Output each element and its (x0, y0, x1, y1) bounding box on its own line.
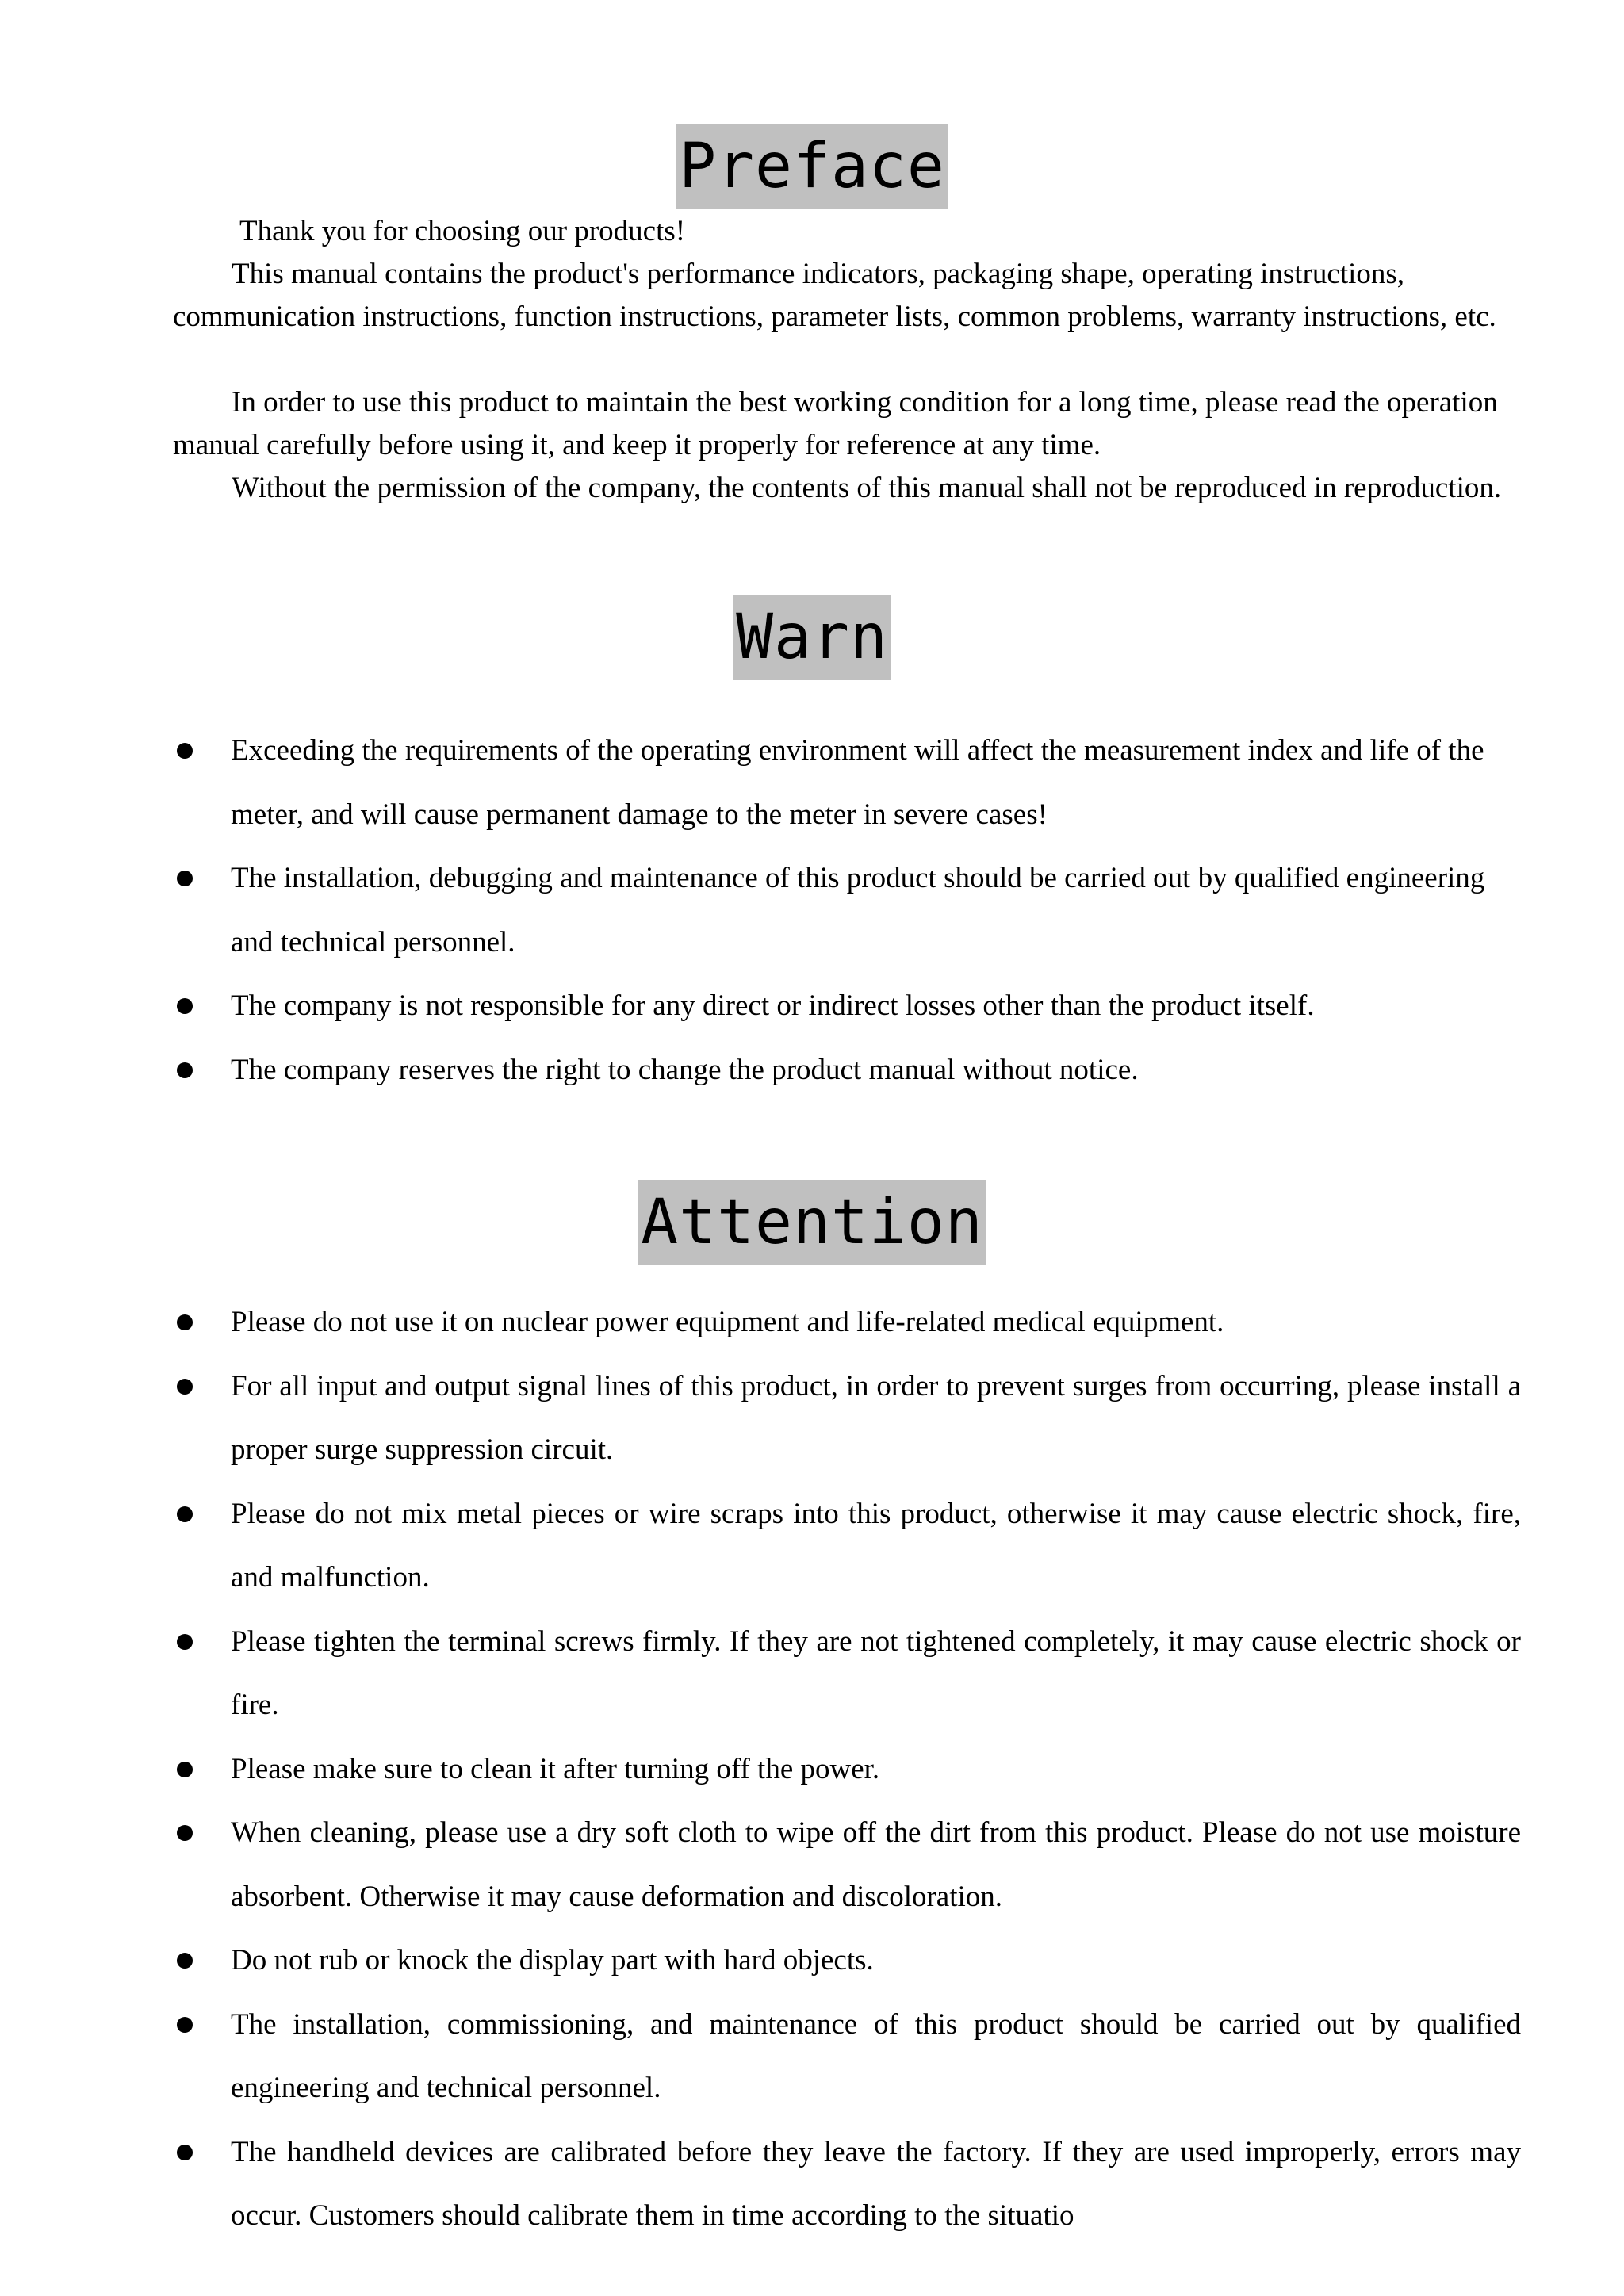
bullet-icon (177, 2017, 193, 2033)
attention-list-item: The handheld devices are calibrated before they leave the factory. If they are used improperly, errors may occur. Customers should calibrate them in time according to the situatio (173, 2121, 1521, 2248)
preface-paragraph: In order to use this product to maintain the best working condition for a long time, please read the operation manual carefully before using it, and keep it properly for reference at any time. (173, 386, 1498, 461)
bullet-icon (177, 1634, 193, 1650)
preface-paragraph: Thank you for choosing our products! (239, 215, 686, 247)
attention-heading: Attention (638, 1180, 986, 1265)
bullet-icon (177, 1506, 193, 1522)
bullet-icon (177, 998, 193, 1014)
preface-paragraph: Without the permission of the company, the contents of this manual shall not be reproduced in reproduction. (232, 472, 1502, 504)
attention-list-item: The installation, commissioning, and maintenance of this product should be carried out by qualified engineering and technical personnel. (173, 1993, 1521, 2121)
warn-list-item: The company is not responsible for any direct or indirect losses other than the product itself. (173, 974, 1521, 1039)
warn-list-item: The company reserves the right to change the product manual without notice. (173, 1039, 1521, 1103)
bullet-icon (177, 1379, 193, 1395)
warn-heading-wrap (0, 595, 1624, 680)
bullet-icon (177, 871, 193, 886)
attention-heading-wrap (0, 1180, 1624, 1265)
attention-list-item: Please tighten the terminal screws firmly. If they are not tightened completely, it may cause electric shock or fire. (173, 1610, 1521, 1738)
warn-heading: Warn (733, 595, 891, 680)
bullet-icon (177, 1953, 193, 1969)
bullet-icon (177, 1314, 193, 1330)
warn-list (173, 719, 1521, 1102)
attention-list-item: Please make sure to clean it after turning off the power. (173, 1738, 1521, 1802)
preface-heading: Preface (676, 124, 948, 209)
bullet-icon (177, 1825, 193, 1841)
bullet-icon (177, 2145, 193, 2160)
attention-list-item: For all input and output signal lines of this product, in order to prevent surges from occurring, please install a proper surge suppression circuit. (173, 1355, 1521, 1483)
attention-list-item: Please do not use it on nuclear power equipment and life-related medical equipment. (173, 1291, 1521, 1355)
preface-paragraph: This manual contains the product's performance indicators, packaging shape, operating instructions, communication instructions, function instructions, parameter lists, common problems, warranty instructions, etc. (173, 258, 1496, 333)
bullet-icon (177, 1762, 193, 1777)
bullet-icon (177, 743, 193, 759)
preface-heading-wrap (0, 124, 1624, 209)
bullet-icon (177, 1062, 193, 1078)
warn-list-item: The installation, debugging and maintenance of this product should be carried out by qualified engineering and technical personnel. (173, 847, 1521, 974)
attention-list-item: Please do not mix metal pieces or wire scraps into this product, otherwise it may cause electric shock, fire, and malfunction. (173, 1483, 1521, 1610)
attention-list-item: When cleaning, please use a dry soft cloth to wipe off the dirt from this product. Please do not use moisture absorbent. Otherwise it may cause deformation and discoloration. (173, 1801, 1521, 1929)
warn-list-item: Exceeding the requirements of the operating environment will affect the measurement index and life of the meter, and will cause permanent damage to the meter in severe cases! (173, 719, 1521, 847)
attention-list-item: Do not rub or knock the display part with hard objects. (173, 1929, 1521, 1993)
attention-list (173, 1291, 1521, 2248)
